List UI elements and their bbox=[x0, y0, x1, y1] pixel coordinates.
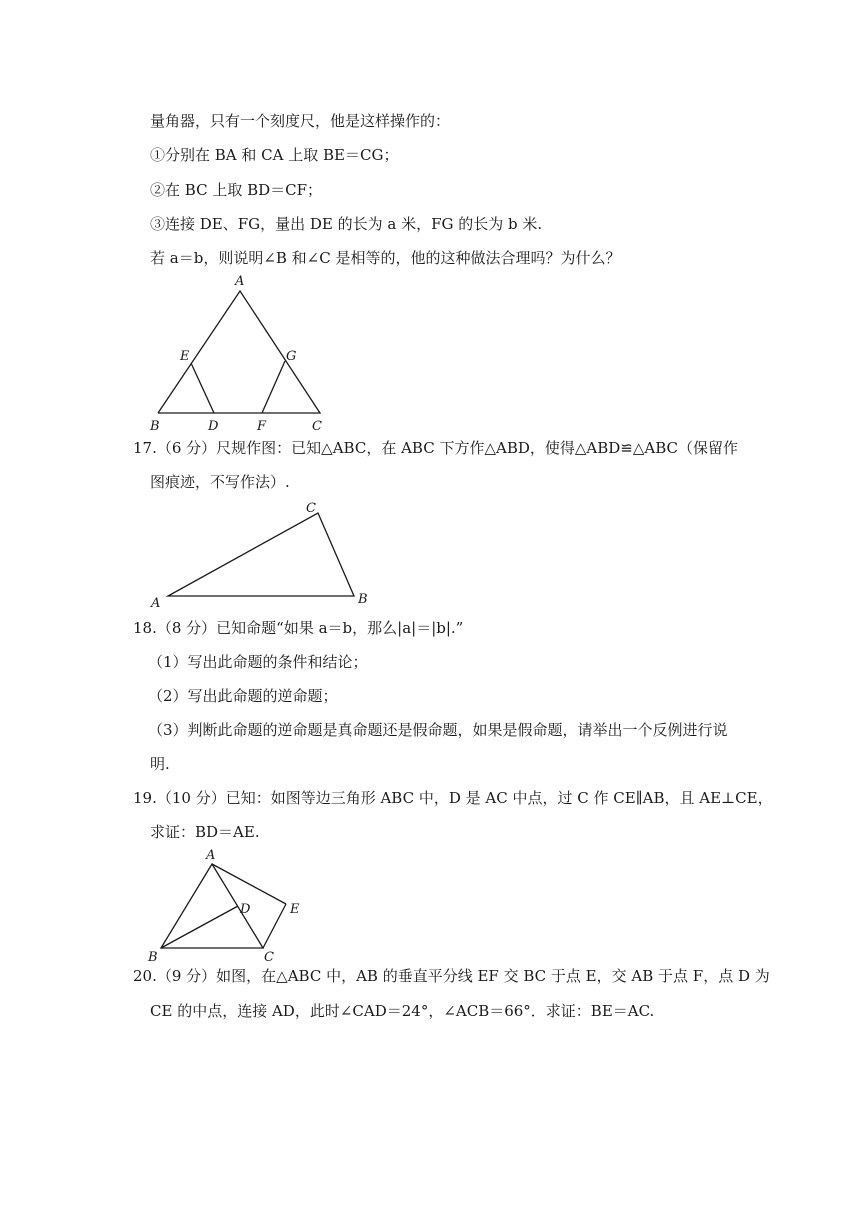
q16-label-c: C bbox=[312, 419, 322, 434]
q17-label-b: B bbox=[358, 592, 368, 607]
q17-label-c: C bbox=[306, 501, 316, 516]
q19-label-c: C bbox=[264, 950, 274, 965]
q19-label-e: E bbox=[290, 902, 300, 917]
q19-segment-ae bbox=[212, 864, 286, 904]
q20-text-line-1: 20.（9 分）如图，在△ABC 中，AB 的垂直平分线 EF 交 BC 于点 E，交 AB 于点 F，点 D 为 bbox=[133, 967, 770, 985]
q17-figure bbox=[140, 495, 390, 615]
q19-label-d: D bbox=[240, 902, 251, 917]
q19-text-line-1: 19.（10 分）已知：如图等边三角形 ABC 中，D 是 AC 中点，过 C 作 CE∥AB，且 AE⊥CE， bbox=[133, 789, 773, 807]
q18-part-3: （3）判断此命题的逆命题是真命题还是假命题，如果是假命题，请举出一个反例进行说 bbox=[148, 721, 728, 739]
q16-label-f: F bbox=[257, 419, 267, 434]
q19-text-line-2: 求证：BD＝AE. bbox=[150, 823, 260, 841]
q16-intro-line: 量角器，只有一个刻度尺，他是这样操作的： bbox=[150, 112, 451, 130]
q16-label-e: E bbox=[180, 349, 190, 364]
q19-segment-ce bbox=[263, 904, 286, 948]
q20-text-line-2: CE 的中点，连接 AD，此时∠CAD＝24°，∠ACB＝66°．求证：BE＝AC. bbox=[150, 1002, 655, 1020]
q18-part-3-continued: 明. bbox=[150, 755, 170, 773]
q16-label-b: B bbox=[150, 419, 160, 434]
q16-label-g: G bbox=[286, 349, 297, 364]
q17-text-line-2: 图痕迹，不写作法）. bbox=[150, 473, 290, 491]
q16-step-2: ②在 BC 上取 BD＝CF； bbox=[150, 181, 323, 199]
q18-part-1: （1）写出此命题的条件和结论； bbox=[148, 653, 368, 671]
q16-step-3: ③连接 DE、FG，量出 DE 的长为 a 米，FG 的长为 b 米. bbox=[150, 215, 543, 233]
q16-label-a: A bbox=[235, 274, 245, 289]
q16-step-1: ①分别在 BA 和 CA 上取 BE＝CG； bbox=[150, 146, 399, 164]
q19-label-a: A bbox=[206, 848, 216, 863]
q19-figure bbox=[140, 843, 320, 968]
q18-part-2: （2）写出此命题的逆命题； bbox=[148, 687, 338, 705]
q17-label-a: A bbox=[151, 596, 161, 611]
q16-question: 若 a＝b，则说明∠B 和∠C 是相等的，他的这种做法合理吗？为什么？ bbox=[150, 249, 621, 267]
q16-label-d: D bbox=[208, 419, 219, 434]
q16-segment-de bbox=[191, 363, 214, 413]
q19-segment-bd bbox=[161, 906, 238, 948]
q17-text-line-1: 17.（6 分）尺规作图：已知△ABC，在 ABC 下方作△ABD，使得△ABD≌△ABC（保留作 bbox=[133, 439, 739, 457]
q19-label-b: B bbox=[148, 950, 158, 965]
q17-triangle-abc bbox=[168, 513, 354, 596]
q16-figure bbox=[140, 270, 340, 435]
q16-segment-fg bbox=[262, 361, 285, 413]
q18-text-line-1: 18.（8 分）已知命题“如果 a＝b，那么|a|＝|b|.” bbox=[133, 619, 464, 637]
